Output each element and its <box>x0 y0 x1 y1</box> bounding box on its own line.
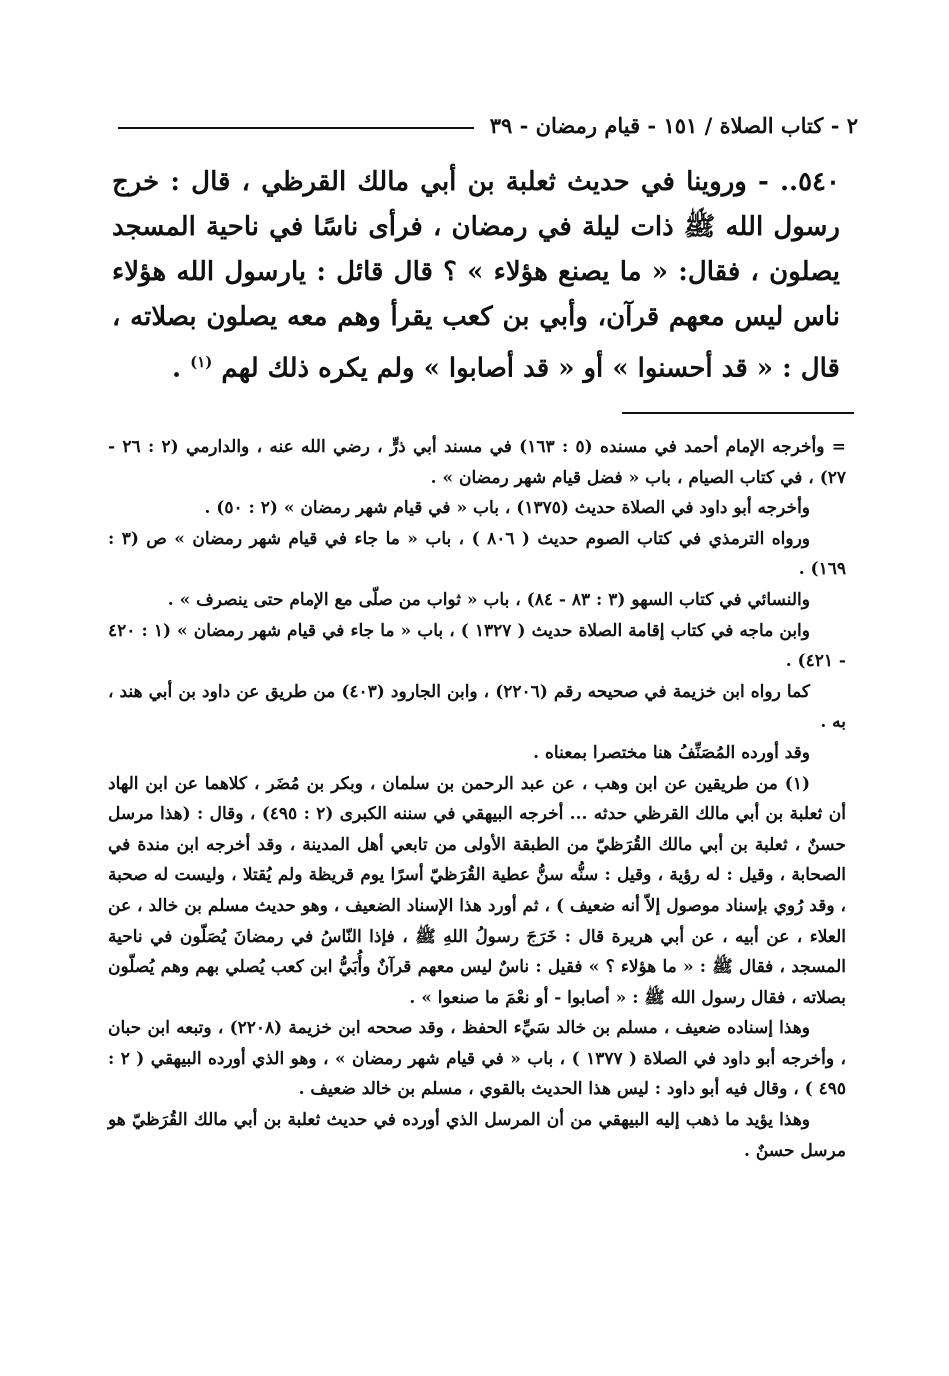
footnote-paragraph: وهذا إسناده ضعيف ، مسلم بن خالد سَيِّء الحفظ ، وقد صححه ابن خزيمة (٢٢٠٨) ، وتبعه ابن حبان ، وأخرجه أبو داود في الصلاة ( ١٣٧٧ ) ، باب « في قيام شهر رمضان » ، وهو الذي أورده البيهقي ( ٢ : ٤٩٥ ) ، وقال فيه أبو داود : ليس هذا الحديث بالقوي ، مسلم بن خالد ضعيف . <box>108 1018 846 1100</box>
main-text <box>112 160 840 392</box>
footnote-separator <box>622 412 854 414</box>
footnote-paragraph: ورواه الترمذي في كتاب الصوم حديث ( ٨٠٦ ) ، باب « ما جاء في قيام شهر رمضان » ص (٣ : ١٦٩) . <box>108 528 846 580</box>
footnote-marker: (١) <box>190 353 213 371</box>
footnote-paragraph: والنسائي في كتاب السهو (٣ : ٨٣ - ٨٤) ، باب « ثواب من صلّى مع الإمام حتى ينصرف » . <box>167 589 810 610</box>
footnote-paragraph: (١) من طريقين عن ابن وهب ، عن عبد الرحمن بن سلمان ، وبكر بن مُضَر ، كلاهما عن ابن الهاد أن ثعلبة بن أبي مالك القرظي حدثه ... أخرجه البيهقي في سننه الكبرى (٢ : ٤٩٥) ، وقال : (هذا مرسل حسنٌ ، ثعلبة بن أبي مالك القُرَظيّ من الطبقة الأولى من تابعي أهل المدينة ، وقد أخرجه ابن مندة في الصحابة ، وقيل : له رؤية ، وقيل : سنُّه سنُّ عطية القُرَظيّ أسرًا يوم قريظة ولم يُقتلا ، وليست له صحبة ، وقد رُوي بإسناد موصول إلاّ أنه ضعيف ) ، ثم أورد هذا الإسناد الضعيف ، وهو حديث مسلم بن خالد ، عن العلاء ، عن أبيه ، عن أبي هريرة قال : خَرَجَ رسولُ اللهِ ﷺ ، فإذا النّاسُ في رمضانَ يُصَلّون في ناحية المسجد ، فقال ﷺ : « ما هؤلاء ؟ » فقيل : ناسٌ ليس معهم قرآنٌ وأُبَيُّ ابن كعب يُصلي بهم وهم يُصلّون بصلاته ، فقال رسول الله ﷺ : « أصابوا - أو نعْمَ ما صنعوا » . <box>108 773 846 1008</box>
footnote-paragraph: وهذا يؤيد ما ذهب إليه البيهقي من أن المرسل الذي أورده في حديث ثعلبة بن أبي مالك القُرَظيّ هو مرسل حسنٌ . <box>108 1110 846 1161</box>
footnote-paragraph: وابن ماجه في كتاب إقامة الصلاة حديث ( ١٣٢٧ ) ، باب « ما جاء في قيام شهر رمضان » (١ : ٤٢٠ - ٤٢١) . <box>108 620 846 672</box>
main-paragraph: ٥٤٠.. - وروينا في حديث ثعلبة بن أبي مالك القرظي ، قال : خرج رسول الله ﷺ ذات ليلة في رمضان ، فرأى ناسًا في ناحية المسجد يصلون ، فقال: « ما يصنع هؤلاء » ؟ قال قائل : يارسول الله هؤلاء ناس ليس معهم قرآن، وأبي بن كعب يقرأ وهم معه يصلون بصلاته ، قال : « قد أحسنوا » أو « قد أصابوا » ولم يكره ذلك لهم <box>112 167 840 384</box>
footnote-paragraph: = وأخرجه الإمام أحمد في مسنده (٥ : ١٦٣) في مسند أبي ذرٍّ ، رضي الله عنه ، والدارمي (٢ : ٢٦ - ٢٧) ، في كتاب الصيام ، باب « فضل قيام شهر رمضان » . <box>108 437 846 488</box>
running-header <box>118 108 858 142</box>
footnotes <box>108 432 846 1166</box>
header-rule <box>118 127 474 129</box>
footnote-paragraph: كما رواه ابن خزيمة في صحيحه رقم (٢٢٠٦) ، وابن الجارود (٤٠٣) من طريق عن داود بن أبي هند ، به . <box>108 681 846 733</box>
footnote-paragraph: وقد أورده المُصَنِّفُ هنا مختصرا بمعناه . <box>533 742 810 763</box>
header-title: ٢ - كتاب الصلاة / ١٥١ - قيام رمضان - ٣٩ <box>489 112 858 138</box>
main-end-punct: . <box>171 353 182 384</box>
footnote-paragraph: وأخرجه أبو داود في الصلاة حديث (١٣٧٥) ، باب « في قيام شهر رمضان » (٢ : ٥٠) . <box>204 498 810 519</box>
